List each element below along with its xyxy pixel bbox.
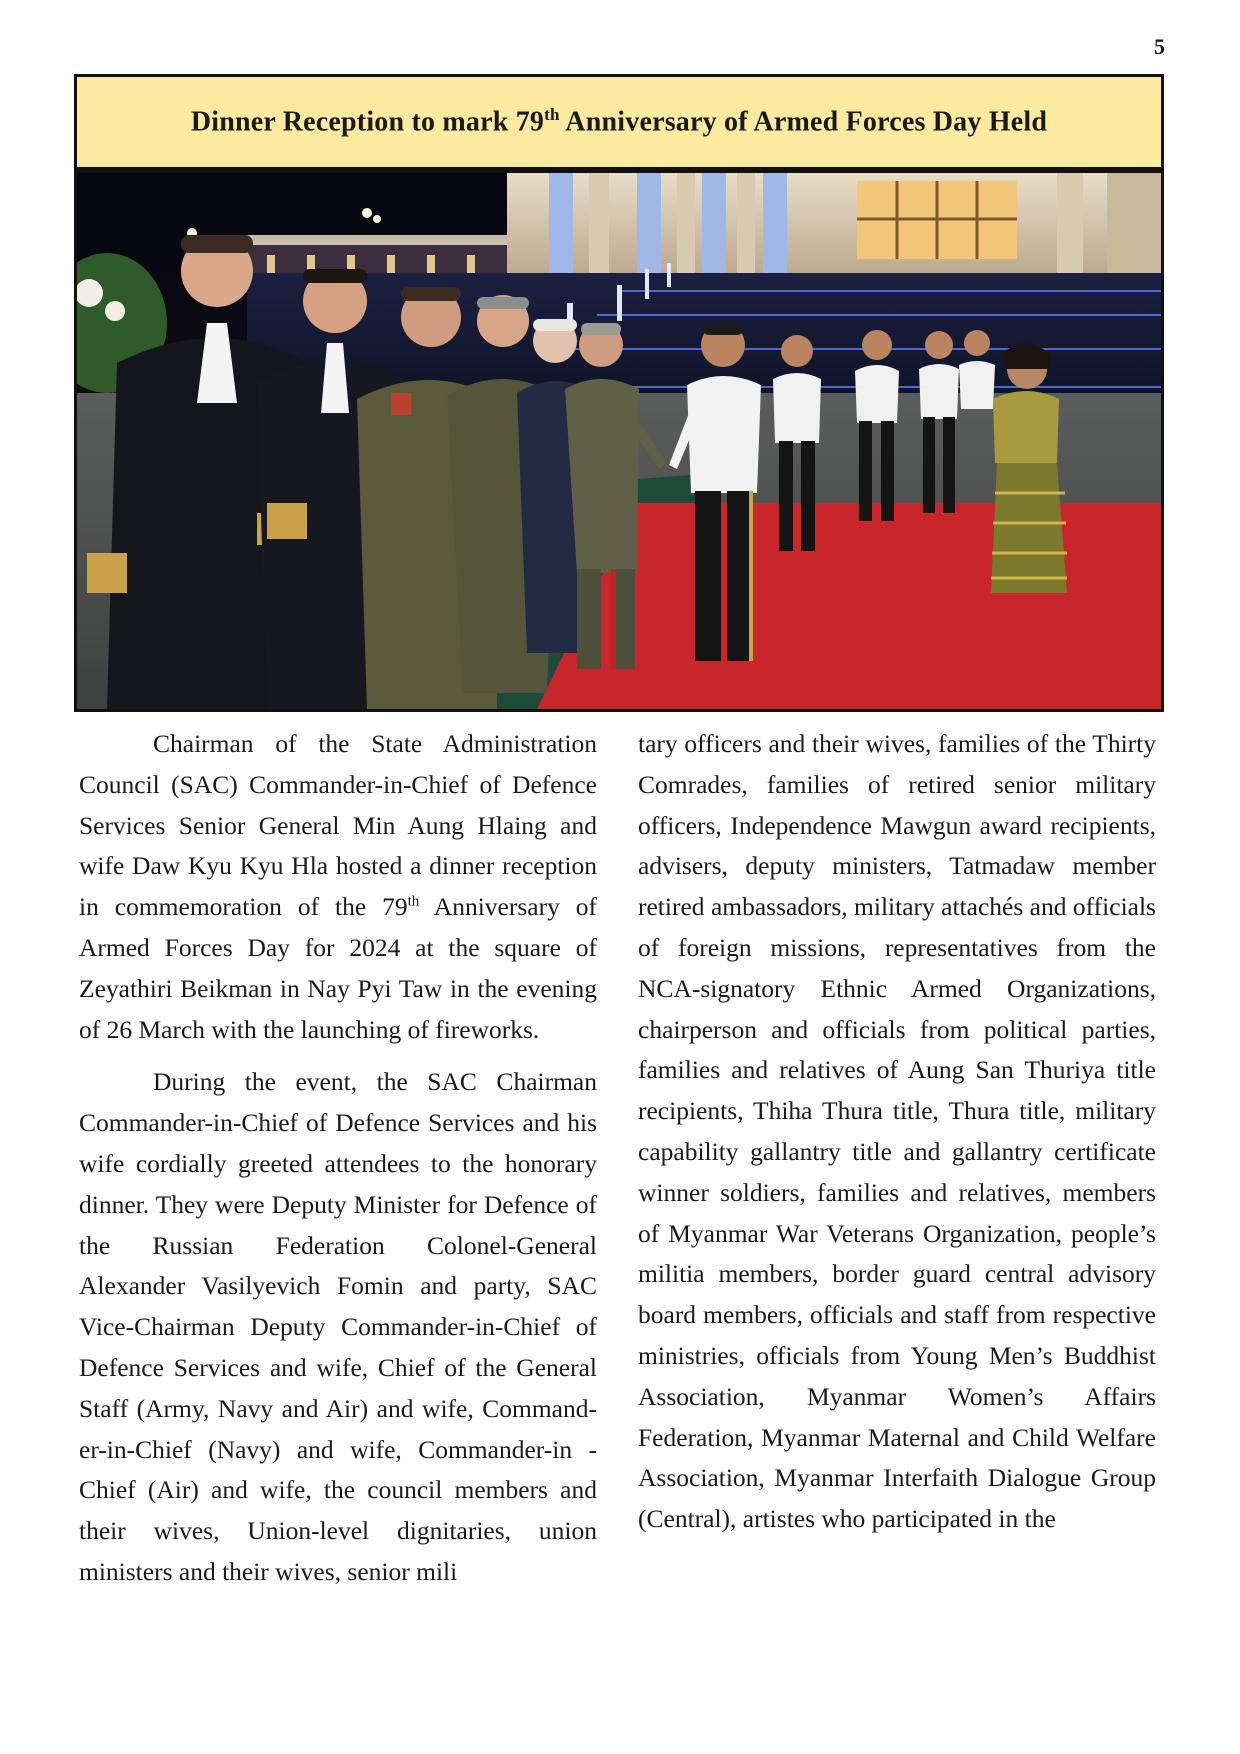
paragraph-1-text-a: Chairman of the State Administration Council (SAC) Commander-in-Chief of Defence Services Senior General Min Aung Hlaing and wife Daw Kyu Kyu Hla hosted a dinner reception in commemoration of the 79: [79, 729, 597, 922]
page-number: 5: [1154, 34, 1165, 59]
article-paragraph-1: [79, 724, 597, 1050]
headline-part-2: Anniversary of Armed Forces Day Held: [559, 106, 1048, 138]
event-photo: [74, 170, 1164, 712]
article-paragraph-2: During the event, the SAC Chairman Commander-in-Chief of Defence Services and his wife cordially greeted attendees to the honorary dinner. They were Deputy Minister for Defence of the Russian Federation Colonel-General Alexander Vasilyevich Fomin and party, SAC Vice-Chairman Deputy Commander-in-Chief of Defence Services and wife, Chief of the General Staff (Army, Navy and Air) and wife, Commander-in-Chief (Navy) and wife, Commander-in -Chief (Air) and wife, the council members and their wives, Union-level dignitaries, union ministers and their wives, senior mili: [79, 1067, 597, 1586]
headline-superscript: th: [544, 105, 560, 125]
headline-banner: [74, 74, 1164, 170]
headline: [191, 105, 1047, 138]
event-photo-illustration: [77, 173, 1161, 709]
article-column-left: [79, 724, 597, 1605]
headline-part-1: Dinner Reception to mark 79: [190, 106, 545, 138]
article-paragraph-2-continued: tary officers and their wives, families of the Thirty Comrades, families of retired senior military officers, Independence Mawgun award recipients, advisers, deputy ministers, Tatmadaw member retired ambassadors, military attachés and officials of foreign missions, representatives from the NCA-signatory Ethnic Armed Organizations, chairperson and officials from political parties, families and relatives of Aung San Thuriya title recipients, Thiha Thura title, Thura title, military capability gallantry title and gallantry certificate winner soldiers, families and relatives, members of Myanmar War Veterans Organization, people’s militia members, border guard central advisory board members, officials and staff from respective ministries, officials from Young Men’s Buddhist Association, Myanmar Women’s Affairs Federation, Myanmar Maternal and Child Welfare Association, Myanmar Interfaith Dialogue Group (Central), artistes who participated in the: [638, 729, 1156, 1534]
paragraph-1-text-b: Anniversary of Armed Forces Day for 2024 at the square of Zeyathiri Beikman in Nay Pyi Taw in the evening of 26 March with the launching of fireworks.: [79, 892, 597, 1044]
article-column-right: [638, 724, 1156, 1552]
paragraph-1-superscript: th: [407, 893, 420, 910]
